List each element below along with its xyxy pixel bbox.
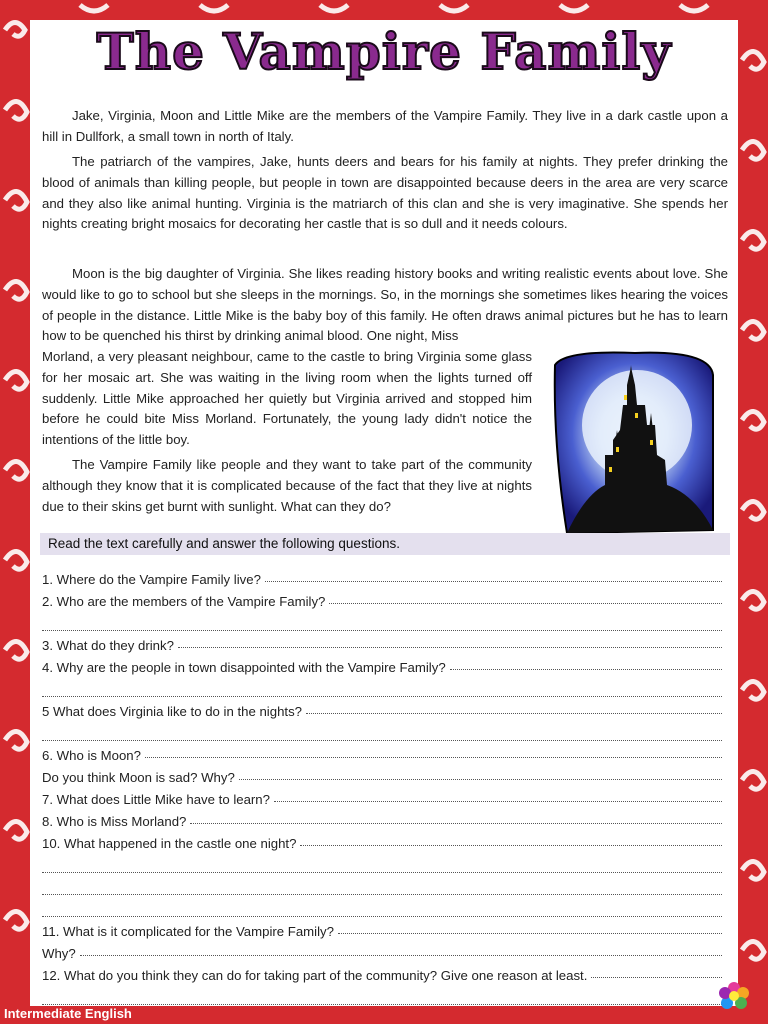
answer-line[interactable] [42, 873, 722, 895]
question-text: 8. Who is Miss Morland? [42, 814, 187, 829]
answer-line[interactable] [265, 581, 722, 582]
answer-line[interactable] [239, 779, 722, 780]
answer-line[interactable] [80, 955, 722, 956]
answer-line[interactable] [42, 983, 722, 1005]
question-row [42, 807, 722, 829]
question-text: 7. What does Little Mike have to learn? [42, 792, 270, 807]
question-text: 11. What is it complicated for the Vampire Family? [42, 924, 334, 939]
answer-line[interactable] [306, 713, 722, 714]
question-row [42, 917, 722, 939]
questions-list [42, 565, 722, 1005]
answer-line[interactable] [42, 675, 722, 697]
question-row [42, 565, 722, 587]
answer-line[interactable] [450, 669, 722, 670]
footer-label: Intermediate English [4, 1006, 132, 1021]
question-text: 2. Who are the members of the Vampire Family? [42, 594, 326, 609]
answer-line[interactable] [274, 801, 722, 802]
answer-line[interactable] [300, 845, 722, 846]
answer-line[interactable] [42, 895, 722, 917]
answer-line[interactable] [42, 719, 722, 741]
question-row [42, 939, 722, 961]
question-text: Why? [42, 946, 76, 961]
question-row [42, 697, 722, 719]
question-text: 10. What happened in the castle one night? [42, 836, 297, 851]
question-text: 6. Who is Moon? [42, 748, 141, 763]
paragraph-2: The patriarch of the vampires, Jake, hunts deers and bears for his family at nights. They prefer drinking the blood of animals than killing people, but people in town are disappointed because deers in the area are very scarce and they also like animal hunting. Virginia is the matriarch of this clan and she is very imaginative. She spends her nights creating bright mosaics for decorating her castle that is so dull and it needs colours. [42, 154, 728, 232]
question-row [42, 785, 722, 807]
question-row [42, 741, 722, 763]
question-text: 4. Why are the people in town disappointed with the Vampire Family? [42, 660, 446, 675]
flower-logo-icon [712, 978, 756, 1018]
answer-line[interactable] [178, 647, 722, 648]
question-text: Do you think Moon is sad? Why? [42, 770, 235, 785]
question-text: 12. What do you think they can do for taking part of the community? Give one reason at least. [42, 968, 588, 983]
instruction-bar: Read the text carefully and answer the following questions. [40, 533, 730, 555]
paragraph-3: Moon is the big daughter of Virginia. She likes reading history books and writing realistic events about love. She would like to go to school but she sleeps in the mornings. So, in the mornings she sometimes likes hearing the voices of people in the distance. Little Mike is the baby boy of this family. He often draws animal pictures but he has to learn how to be quenched his thirst by drinking animal blood. One night, Miss [42, 266, 728, 344]
answer-line[interactable] [338, 933, 722, 934]
question-row [42, 587, 722, 609]
answer-line[interactable] [329, 603, 722, 604]
question-row [42, 961, 722, 983]
castle-moon-illustration [545, 345, 725, 535]
answer-line[interactable] [190, 823, 722, 824]
question-text: 1. Where do the Vampire Family live? [42, 572, 261, 587]
paragraph-1: Jake, Virginia, Moon and Little Mike are the members of the Vampire Family. They live in a dark castle upon a hill in Dullfork, a small town in north of Italy. [42, 108, 728, 144]
question-row [42, 829, 722, 851]
answer-line[interactable] [42, 609, 722, 631]
answer-line[interactable] [145, 757, 722, 758]
answer-line[interactable] [42, 851, 722, 873]
question-text: 3. What do they drink? [42, 638, 174, 653]
page-title: The Vampire Family [96, 22, 672, 81]
question-row [42, 653, 722, 675]
paragraph-4: The Vampire Family like people and they want to take part of the community although they know that it is complicated because of the fact that they live at nights due to their skins get burnt with sunlight. What can they do? [42, 457, 532, 514]
answer-line[interactable] [591, 977, 722, 978]
question-row [42, 763, 722, 785]
question-text: 5 What does Virginia like to do in the nights? [42, 704, 303, 719]
paragraph-3-continued: Morland, a very pleasant neighbour, came to the castle to bring Virginia some glass for her mosaic art. She was waiting in the living room when the lights turned off suddenly. Little Mike approached her quietly but Virginia arrived and stopped him before he could bite Miss Morland. Fortunately, the young lady didn't notice the intentions of the little boy. [42, 349, 532, 448]
question-row [42, 631, 722, 653]
